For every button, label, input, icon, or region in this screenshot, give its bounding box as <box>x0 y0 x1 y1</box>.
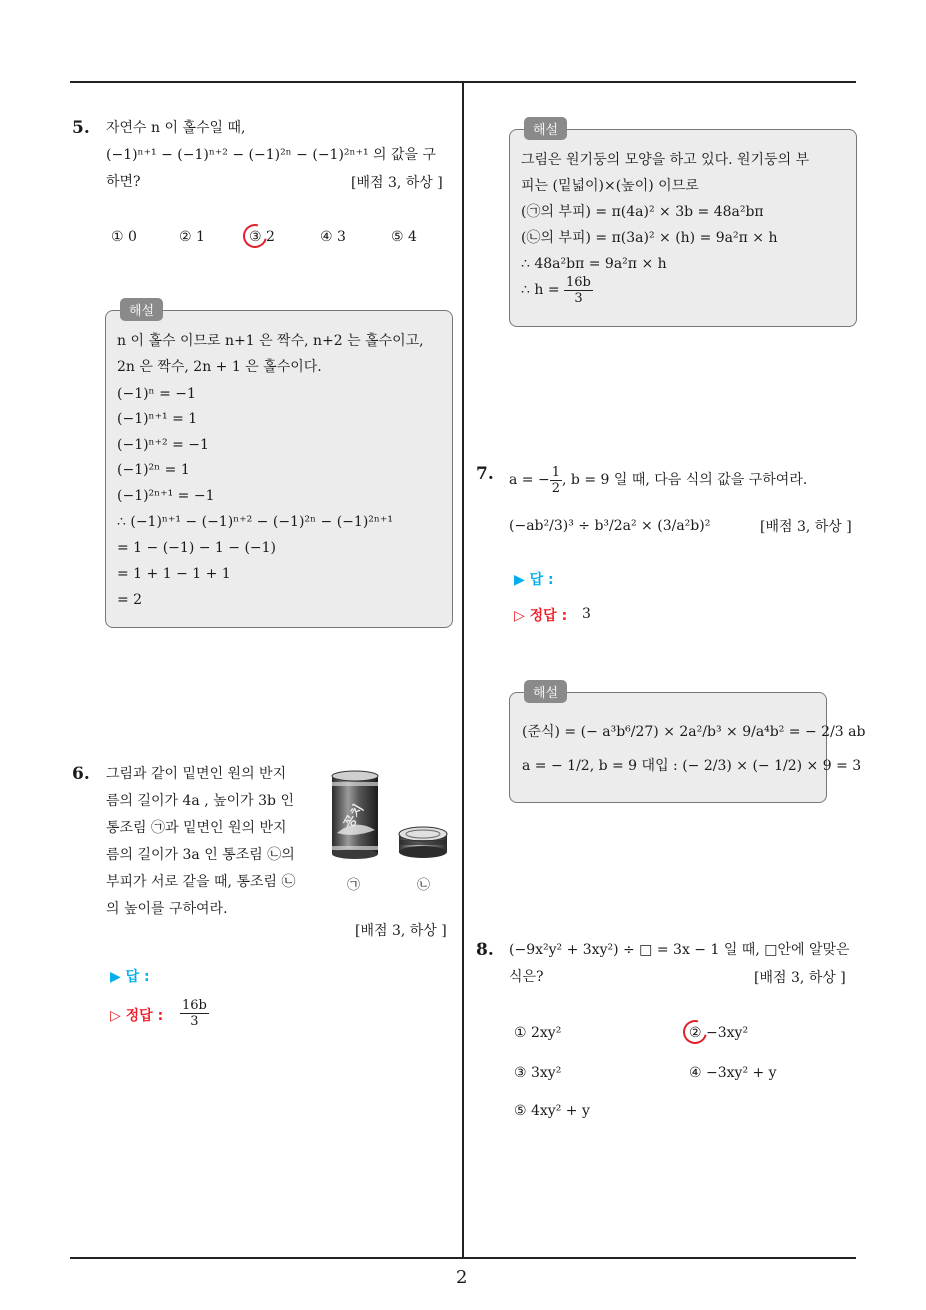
q8-number: 8. <box>476 940 494 960</box>
q6-line-4: 름의 길이가 3a 인 통조림 ㉡의 <box>106 847 295 863</box>
q6-explain-line-2: 피는 (밑넓이)×(높이) 이므로 <box>521 178 699 194</box>
q6-explain-last-denominator: 3 <box>574 290 583 306</box>
q8-option-3[interactable]: ③ 3xy² <box>514 1065 562 1081</box>
q6-explain-last-numerator: 16b <box>566 274 591 290</box>
q7-line1-numerator: 1 <box>551 464 560 480</box>
q6-correct-numerator: 16b <box>182 998 207 1013</box>
q5-explain-line-5: (−1)ⁿ⁺² = −1 <box>117 437 209 453</box>
q6-can-brand-text: 꽁치 <box>341 801 368 832</box>
q6-explain-line-1: 그림은 원기둥의 모양을 하고 있다. 원기둥의 부 <box>521 152 810 168</box>
q7-explain-line-1: (준식) = (− a³b⁶/27) × 2a²/b³ × 9/a⁴b² = − 2/3 ab <box>522 724 866 740</box>
q5-explain-line-8: ∴ (−1)ⁿ⁺¹ − (−1)ⁿ⁺² − (−1)²ⁿ − (−1)²ⁿ⁺¹ <box>117 514 393 530</box>
q5-explain-line-3: (−1)ⁿ = −1 <box>117 386 196 402</box>
q5-explain-line-6: (−1)²ⁿ = 1 <box>117 462 190 478</box>
q5-line2: (−1)ⁿ⁺¹ − (−1)ⁿ⁺² − (−1)²ⁿ − (−1)²ⁿ⁺¹ 의 값을 구 <box>106 147 437 163</box>
q6-line-6: 의 높이를 구하여라. <box>106 901 228 917</box>
short-can-icon <box>399 827 447 858</box>
q6-correct-denominator: 3 <box>190 1014 199 1029</box>
q8-option-2[interactable]: ② −3xy² <box>689 1025 749 1041</box>
q6-line-5: 부피가 서로 같을 때, 통조림 ㉡ <box>106 874 296 890</box>
q8-line1: (−9x²y² + 3xy²) ÷ □ = 3x − 1 일 때, □안에 알맞은 <box>509 942 850 958</box>
column-divider <box>462 81 464 1258</box>
q5-explain-line-4: (−1)ⁿ⁺¹ = 1 <box>117 411 198 427</box>
q5-option-5[interactable]: ⑤ 4 <box>391 229 417 245</box>
q6-correct-label: ▷ 정답 : <box>110 1008 164 1024</box>
q8-option-5[interactable]: ⑤ 4xy² + y <box>514 1103 590 1119</box>
q6-line-3: 통조림 ㉠과 밑면인 원의 반지 <box>106 820 287 836</box>
q7-line1-suffix: , b = 9 일 때, 다음 식의 값을 구하여라. <box>562 472 808 488</box>
q6-can-label-2: ㉡ <box>417 878 431 893</box>
q6-line-2: 름의 길이가 4a , 높이가 3b 인 <box>106 793 294 809</box>
q5-explain-line-10: = 1 + 1 − 1 + 1 <box>117 566 231 582</box>
q8-correct-circle-mark <box>679 1016 712 1049</box>
q5-option-3[interactable]: ③ 2 <box>249 229 275 245</box>
q5-option-1[interactable]: ① 0 <box>111 229 137 245</box>
q6-can-label-1: ㉠ <box>347 878 361 893</box>
q5-explain-line-9: = 1 − (−1) − 1 − (−1) <box>117 540 277 556</box>
q5-explanation-tag: 해설 <box>120 298 163 321</box>
q6-explain-line-5: ∴ 48a²bπ = 9a²π × h <box>521 256 667 272</box>
q6-number: 6. <box>72 764 90 784</box>
q8-option-1[interactable]: ① 2xy² <box>514 1025 562 1041</box>
q7-explanation-tag: 해설 <box>524 680 567 703</box>
q7-line1-denominator: 2 <box>551 480 560 496</box>
q7-correct-value: 3 <box>582 606 591 622</box>
q6-explain-line-3: (㉠의 부피) = π(4a)² × 3b = 48a²bπ <box>521 204 764 220</box>
q8-option-4[interactable]: ④ −3xy² + y <box>689 1065 777 1081</box>
q5-option-4[interactable]: ④ 3 <box>320 229 346 245</box>
q8-line2: 식은? <box>509 969 544 985</box>
q7-correct-label: ▷ 정답 : <box>514 608 568 624</box>
q5-score: [배점 3, 하상 ] <box>351 175 443 191</box>
q6-correct-value <box>180 998 209 1029</box>
q5-correct-circle-mark <box>239 220 272 253</box>
q6-explanation-tag: 해설 <box>524 117 567 140</box>
page-number: 2 <box>456 1267 468 1288</box>
q7-score: [배점 3, 하상 ] <box>760 519 852 535</box>
q6-explain-line-6 <box>521 272 593 308</box>
q5-line3: 하면? <box>106 174 141 190</box>
q7-line2: (−ab²/3)³ ÷ b³/2a² × (3/a²b)² <box>509 518 711 534</box>
q6-explain-last-prefix: ∴ h = <box>521 282 560 298</box>
q5-explain-line-11: = 2 <box>117 592 143 608</box>
q5-line1: 자연수 n 이 홀수일 때, <box>106 120 246 136</box>
q6-answer-label: ▶ 답 : <box>110 969 150 985</box>
q6-score: [배점 3, 하상 ] <box>355 923 447 939</box>
bottom-rule <box>70 1257 856 1259</box>
q7-line1-prefix: a = − <box>509 472 550 488</box>
q5-explain-line-7: (−1)²ⁿ⁺¹ = −1 <box>117 488 215 504</box>
q6-explain-line-4: (㉡의 부피) = π(3a)² × (h) = 9a²π × h <box>521 230 778 246</box>
q7-answer-label: ▶ 답 : <box>514 572 554 588</box>
q7-number: 7. <box>476 464 494 484</box>
q5-option-2[interactable]: ② 1 <box>179 229 205 245</box>
q8-score: [배점 3, 하상 ] <box>754 970 846 986</box>
q6-line-1: 그림과 같이 밑면인 원의 반지 <box>106 766 287 782</box>
q7-explain-line-2: a = − 1/2, b = 9 대입 : (− 2/3) × (− 1/2) × 9 = 3 <box>522 758 862 774</box>
q5-number: 5. <box>72 118 90 138</box>
q7-explanation-box <box>509 692 827 803</box>
q5-explain-line-1: n 이 홀수 이므로 n+1 은 짝수, n+2 는 홀수이고, <box>117 333 424 349</box>
q7-line1 <box>509 462 807 498</box>
q5-explain-line-2: 2n 은 짝수, 2n + 1 은 홀수이다. <box>117 359 322 375</box>
